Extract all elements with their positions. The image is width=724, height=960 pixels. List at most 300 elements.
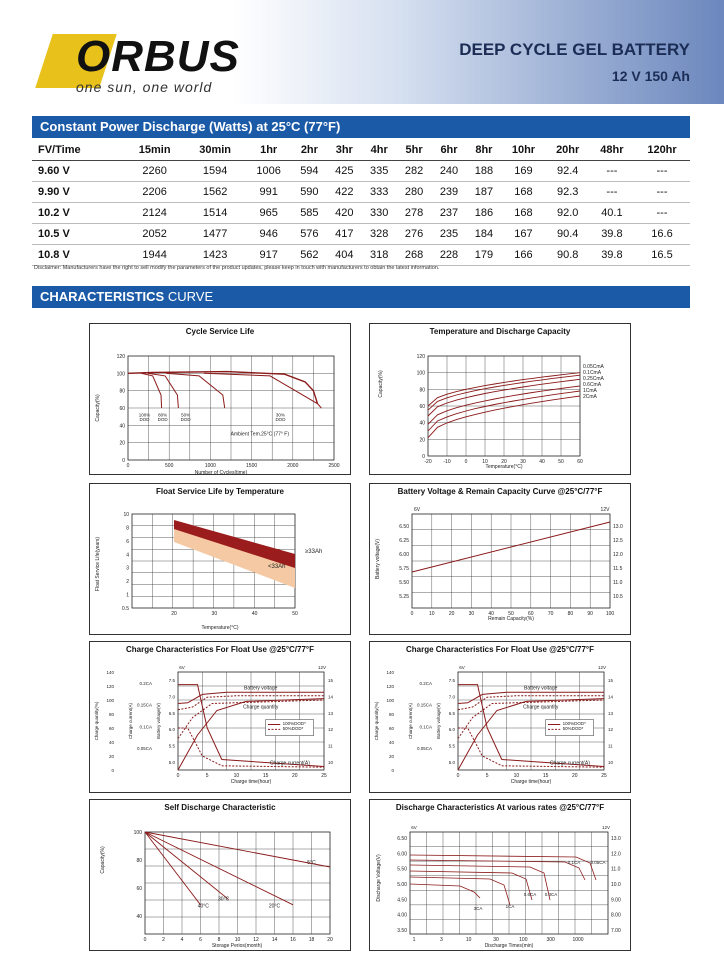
table-row: [32, 181, 690, 202]
table-cell: 239: [432, 181, 467, 202]
tick-label: 0.2CA: [419, 680, 432, 686]
tick-label: 120: [386, 684, 394, 689]
tick-label: 0.15CA: [416, 702, 432, 708]
tick-label: 40: [251, 611, 258, 617]
tick-label: 15: [262, 773, 269, 779]
unit-label: 12V: [600, 507, 610, 513]
curve-label: 0.6CA: [523, 892, 537, 897]
curve-label: 0.05CA: [590, 860, 606, 865]
series-line: [410, 860, 585, 880]
tick-label: 20: [419, 437, 425, 444]
column-header: 48hr: [590, 140, 634, 160]
curve-label: DOD: [275, 417, 286, 422]
tick-label: 15: [542, 773, 549, 779]
tick-label: 5.50: [397, 866, 407, 873]
tick-label: 100: [106, 698, 114, 703]
tick-label: 7.5: [448, 678, 455, 684]
tick-label: 40: [108, 740, 114, 745]
table-cell: 991: [245, 181, 292, 202]
unit-label: 12V: [597, 665, 607, 670]
tick-label: 70: [547, 611, 554, 617]
unit-label: 12V: [317, 665, 327, 670]
tick-label: 40: [388, 740, 394, 745]
table-cell: 40.1: [590, 202, 634, 223]
series-line: [410, 877, 510, 905]
tick-label: 60: [419, 404, 425, 410]
curve-label: 100%: [138, 412, 151, 418]
tick-label: 40: [136, 914, 142, 920]
tick-label: 6.50: [399, 524, 409, 530]
tick-label: 5.25: [399, 594, 409, 600]
table-cell: 1944: [124, 244, 184, 265]
tick-label: 60: [119, 406, 125, 412]
tick-label: 10: [608, 759, 614, 765]
tick-label: 14: [271, 937, 278, 943]
charge-characteristics-chart-1: Charge Characteristics For Float Use @25°C/77°F 0 5 10 15 20 25 0 20 40 60 80 100 120 140 0.05CA 0.1CA 0.15CA 0.2CA 5.0 5.5 6.0 6.5 7.0 7.5 10 11 12 13 14 15 6V 12V Charge time(hour) Charge quantity(%) Charge current(A) Battery voltage(V) Battery voltage Charge quantity 100%DOD* 50%DOD* Charge current(A): [89, 641, 351, 793]
tick-label: 30: [493, 937, 499, 943]
tick-label: 1000: [572, 937, 584, 943]
tick-label: 6.5: [168, 710, 175, 716]
tick-label: 10: [465, 937, 472, 943]
table-cell: 168: [501, 181, 545, 202]
discharge-table-title: Constant Power Discharge (Watts) at 25°C (77°F): [32, 116, 690, 138]
column-header: 1hr: [245, 140, 292, 160]
tick-label: 60: [388, 726, 394, 731]
tick-label: 10: [513, 773, 520, 779]
table-cell: 166: [501, 244, 545, 265]
tick-label: 2500: [328, 463, 340, 469]
table-cell: 1562: [185, 181, 245, 202]
tick-label: 0: [126, 463, 130, 469]
tick-label: 7.0: [448, 694, 455, 700]
page-header: [0, 0, 724, 104]
y-axis-label: Capacity(%): [100, 846, 106, 874]
tick-label: 5: [205, 773, 209, 779]
table-cell: 186: [466, 202, 501, 223]
tick-label: 2: [162, 937, 165, 943]
tick-label: 5.50: [399, 580, 409, 586]
tick-label: 4: [126, 552, 129, 559]
tick-label: 15: [328, 678, 334, 684]
table-cell: 333: [362, 181, 397, 202]
unit-label: 12V: [601, 825, 611, 830]
legend-entry: 50%DOD*: [282, 726, 304, 732]
unit-label: 6V: [459, 665, 465, 670]
tick-label: 14: [328, 694, 334, 700]
tick-label: 100: [116, 371, 125, 378]
table-cell: 594: [292, 160, 327, 181]
tick-label: 500: [165, 463, 174, 469]
series-line: [410, 884, 480, 898]
tick-label: 120: [416, 354, 425, 360]
table-cell: 9.60 V: [32, 160, 124, 181]
column-header: 2hr: [292, 140, 327, 160]
tick-label: 12: [608, 727, 614, 733]
tick-label: 50: [292, 611, 298, 617]
table-cell: 425: [327, 160, 362, 181]
table-cell: 965: [245, 202, 292, 223]
tick-label: 80: [567, 611, 574, 617]
curve-label: 30%: [275, 412, 285, 418]
table-cell: 282: [397, 160, 432, 181]
tick-label: 25: [601, 773, 607, 779]
table-cell: 335: [362, 160, 397, 181]
tick-label: 140: [106, 670, 114, 675]
tick-label: 80: [108, 712, 114, 717]
tick-label: 20: [388, 754, 394, 759]
column-header: 8hr: [466, 140, 501, 160]
table-cell: 2260: [124, 160, 184, 181]
tick-label: 6.25: [399, 538, 409, 544]
characteristics-curve-title: CHARACTERISTICS CURVE: [32, 286, 690, 308]
table-cell: 179: [466, 244, 501, 265]
curve-label: Charge quantity: [523, 704, 559, 711]
curve-label: <33Ah: [268, 564, 286, 570]
y-axis-label: Float Service Life(years): [95, 536, 101, 592]
tick-label: 25: [321, 773, 327, 779]
tick-label: 11.5: [613, 566, 623, 572]
y-axis-label: Charge quantity(%): [374, 701, 379, 741]
table-cell: 946: [245, 223, 292, 244]
tick-label: 0: [122, 458, 125, 464]
tick-label: 30: [211, 611, 218, 617]
tick-label: 10.0: [611, 882, 621, 888]
table-row: [32, 223, 690, 244]
curve-label: Charge current(A): [269, 760, 310, 767]
column-header: 120hr: [634, 140, 690, 160]
table-cell: 9.90 V: [32, 181, 124, 202]
tick-label: 80: [419, 387, 425, 394]
tick-label: 12.0: [611, 851, 621, 858]
curve-label: Charge current(A): [549, 760, 590, 767]
tick-label: 40: [539, 459, 545, 465]
tick-label: 1500: [246, 463, 258, 469]
tick-label: 0: [143, 937, 147, 943]
tick-label: 0: [111, 768, 114, 773]
y-axis-label: Capacity(%): [95, 394, 101, 422]
table-cell: 2206: [124, 181, 184, 202]
series-line: [145, 832, 201, 905]
tick-label: 13: [608, 710, 614, 716]
y-axis-label: Discharge Voltage(V): [376, 854, 382, 902]
tick-label: 14: [608, 694, 614, 700]
tick-label: 16: [290, 937, 296, 943]
product-spec: 12 V 150 Ah: [611, 68, 690, 84]
curve-label: 0.1CA: [567, 860, 581, 865]
column-header: 10hr: [501, 140, 545, 160]
legend-entry: 100%DOD*: [282, 721, 306, 727]
table-cell: 576: [292, 223, 327, 244]
table-cell: ---: [634, 160, 690, 181]
table-cell: 1477: [185, 223, 245, 244]
curve-label: Charge quantity: [243, 704, 279, 711]
tick-label: 0: [422, 454, 425, 460]
tick-label: 4: [180, 937, 184, 943]
tick-label: 10.5: [613, 594, 623, 600]
x-axis-label: Temperature(°C): [485, 464, 523, 470]
tick-label: 5.75: [399, 566, 409, 572]
chart-note: Ambient Tem.25°C (77° F): [230, 431, 290, 438]
tick-label: 30: [520, 459, 526, 465]
tick-label: 6: [126, 538, 129, 545]
series-line: [145, 832, 228, 899]
column-header: 20hr: [546, 140, 590, 160]
table-cell: 10.5 V: [32, 223, 124, 244]
tick-label: -20: [424, 459, 432, 465]
table-cell: 585: [292, 202, 327, 223]
curve-label: Battery voltage: [524, 685, 558, 692]
curve-label: 0.6CmA: [583, 382, 602, 388]
table-cell: ---: [634, 181, 690, 202]
tick-label: 13.0: [613, 524, 623, 530]
column-header: 30min: [185, 140, 245, 160]
table-cell: 590: [292, 181, 327, 202]
table-cell: 278: [397, 202, 432, 223]
tick-label: 0: [456, 773, 460, 779]
curve-label: 30°C: [218, 896, 230, 903]
curve-label: DOD: [157, 417, 168, 422]
table-cell: ---: [590, 160, 634, 181]
tick-label: 5.0: [168, 759, 175, 765]
table-cell: 1423: [185, 244, 245, 265]
column-header: 15min: [124, 140, 184, 160]
table-cell: 167: [501, 223, 545, 244]
curve-label: 5°C: [307, 860, 316, 867]
tick-label: 10: [429, 611, 435, 617]
orbus-logo: ORBUS one sun, one world: [36, 26, 236, 96]
tick-label: 7.00: [611, 928, 621, 934]
tick-label: 5.0: [448, 759, 455, 765]
curve-label: 3CA: [473, 906, 483, 911]
tick-label: 11: [608, 743, 613, 749]
table-row: [32, 244, 690, 265]
tick-label: 11.0: [611, 866, 621, 873]
tick-label: 60: [577, 459, 583, 465]
discharge-table: [32, 140, 690, 266]
temperature-discharge-chart: Temperature and Discharge Capacity -20 -10 0 10 20 30 40 50 60 0 20 40 60 80 100 120 Temperature(°C) Capacity(%) 0.05CmA 0.1CmA 0.25CmA 0.6CmA 1CmA 2CmA: [369, 323, 631, 475]
series-line: [410, 871, 532, 900]
legend-entry: 100%DOD*: [562, 721, 586, 727]
table-cell: 10.8 V: [32, 244, 124, 265]
tick-label: 100: [416, 370, 425, 377]
table-cell: ---: [634, 202, 690, 223]
tick-label: 0.1CA: [139, 724, 152, 730]
tick-label: 6.50: [397, 836, 407, 842]
tick-label: 0.1CA: [419, 724, 432, 730]
curve-label: 2CmA: [583, 394, 597, 400]
tick-label: 20: [327, 937, 333, 943]
tick-label: 6.5: [448, 710, 455, 716]
tick-label: 140: [386, 670, 394, 675]
curve-label: DOD: [180, 417, 191, 422]
x-axis-label: Remain Capacity(%): [488, 616, 534, 622]
tick-label: 3.50: [397, 928, 407, 934]
tick-label: 0.5: [122, 606, 129, 612]
tick-label: 40: [419, 420, 425, 427]
table-cell: 188: [466, 160, 501, 181]
table-cell: 16.6: [634, 223, 690, 244]
unit-label: 6V: [411, 825, 417, 830]
tick-label: 2000: [287, 463, 299, 469]
tick-label: 10: [482, 459, 488, 465]
table-cell: 187: [466, 181, 501, 202]
table-cell: 328: [362, 223, 397, 244]
tick-label: 20: [292, 773, 298, 779]
x-axis-label: Number of Cycles(time): [194, 470, 248, 476]
tick-label: 100: [386, 698, 394, 703]
tick-label: 100: [519, 937, 528, 943]
tick-label: 120: [106, 684, 114, 689]
product-title: DEEP CYCLE GEL BATTERY: [459, 40, 690, 59]
tick-label: 12.0: [613, 552, 623, 558]
tick-label: 120: [116, 354, 125, 360]
tick-label: 0: [391, 768, 394, 773]
float-service-life-chart: Float Service Life by Temperature 20 30 40 50 0.5 1 2 3 4 6 8 10 Temperature(°C) Float Service Life(years) ≥33Ah <33Ah: [89, 483, 351, 635]
table-cell: 92.4: [546, 160, 590, 181]
table-cell: 39.8: [590, 223, 634, 244]
tick-label: 4.50: [397, 897, 407, 904]
tick-label: 20: [108, 754, 114, 759]
tick-label: 6: [199, 937, 202, 943]
tick-label: 50: [508, 611, 514, 617]
table-cell: 228: [432, 244, 467, 265]
tick-label: 90: [587, 611, 593, 617]
legend-entry: 50%DOD*: [562, 726, 584, 732]
table-cell: 1514: [185, 202, 245, 223]
tick-label: 15: [608, 678, 614, 684]
disclaimer: Disclaimer: Manufacturers have the right to sell modify the parameters of the product updates, please keep in touch with manufacturers to obtain the latest information.: [34, 265, 440, 271]
y-axis-label: Battery voltage(V): [375, 538, 381, 580]
table-cell: 235: [432, 223, 467, 244]
tick-label: 60: [136, 886, 142, 892]
tick-label: 7.5: [168, 678, 175, 684]
self-discharge-chart: Self Discharge Characteristic 0 2 4 6 8 10 12 14 16 18 20 40 60 80 100 Storage Perios(month) Capacity(%) 5°C 20°C 30°C 40°C: [89, 799, 351, 951]
tick-label: 60: [528, 611, 534, 617]
series-line: [128, 372, 318, 404]
column-header: 6hr: [432, 140, 467, 160]
column-header: 4hr: [362, 140, 397, 160]
tick-label: 50: [558, 459, 564, 465]
table-cell: 417: [327, 223, 362, 244]
tick-label: 11: [328, 743, 333, 749]
tick-label: 0.05CA: [136, 746, 152, 752]
table-cell: 420: [327, 202, 362, 223]
table-cell: 169: [501, 160, 545, 181]
tick-label: 4.00: [397, 912, 407, 919]
y-axis-label: Charge current(A): [128, 702, 133, 740]
tick-label: 0: [410, 611, 414, 617]
tick-label: 0: [464, 459, 468, 465]
x-axis-label: Charge time(hour): [510, 779, 552, 785]
tick-label: 8.00: [611, 912, 621, 919]
table-cell: 2052: [124, 223, 184, 244]
curve-label: 0.1CmA: [583, 370, 602, 376]
tick-label: 0: [176, 773, 180, 779]
tick-label: 6.00: [397, 851, 407, 858]
tick-label: 20: [119, 440, 125, 447]
x-axis-label: Charge time(hour): [230, 779, 272, 785]
tick-label: 20: [501, 459, 507, 465]
table-cell: 280: [397, 181, 432, 202]
tick-label: 40: [119, 423, 125, 430]
unit-label: 6V: [413, 507, 421, 513]
curve-label: 1CmA: [583, 388, 597, 394]
table-cell: 1006: [245, 160, 292, 181]
tick-label: 2: [126, 579, 129, 586]
table-cell: 2124: [124, 202, 184, 223]
tick-label: 6.0: [448, 727, 455, 733]
table-cell: 16.5: [634, 244, 690, 265]
charge-characteristics-chart-2: Charge Characteristics For Float Use @25°C/77°F 0 5 10 15 20 25 0 20 40 60 80 100 120 140 0.05CA 0.1CA 0.15CA 0.2CA 5.0 5.5 6.0 6.5 7.0 7.5 10 11 12 13 14 15 6V 12V Charge time(hour) Charge quantity(%) Charge current(A) Battery voltage(V) Battery voltage Charge quantity 100%DOD* 50%DOD* Charge current(A): [369, 641, 631, 793]
table-cell: 10.2 V: [32, 202, 124, 223]
curve-label: 0.05CmA: [583, 364, 604, 370]
cycle-service-life-chart: Cycle Service Life 0 500 1000 1500 2000 2500 0 20 40 60 80 100 120 Number of Cycles(time) Capacity(%) 100% DOD 80% DOD 50% DOD 30% DOD Ambient Tem.25°C (77° F): [89, 323, 351, 475]
tick-label: 1: [412, 937, 416, 943]
tick-label: 6.0: [168, 727, 175, 733]
table-row: [32, 160, 690, 181]
tick-label: 18: [308, 937, 315, 943]
table-cell: 917: [245, 244, 292, 265]
tick-label: 80: [136, 858, 142, 864]
table-header-row: [32, 140, 690, 160]
table-row: [32, 202, 690, 223]
curve-label: 0.25CmA: [583, 376, 604, 382]
table-cell: 240: [432, 160, 467, 181]
tick-label: -10: [443, 459, 451, 465]
table-cell: 562: [292, 244, 327, 265]
tick-label: 12.5: [613, 538, 623, 544]
tick-label: 1000: [204, 463, 216, 469]
unit-label: 6V: [179, 665, 185, 670]
tick-label: 12: [328, 727, 334, 733]
tick-label: 5.00: [397, 882, 407, 888]
discharge-rates-chart: Discharge Characteristics At various rates @25°C/77°F 1 3 10 30 100 300 1000 3.50 4.00 4.50 5.00 5.50 6.00 6.50 7.00 8.00 9.00 10.0 11.0 12.0 13.0 6V 12V Discharge Times(min) Discharge Voltage(V) 3CA 1CA 0.6CA 0.3CA 0.1CA 0.05CA: [369, 799, 631, 951]
y-axis-label: Capacity(%): [378, 370, 384, 398]
tick-label: 1: [126, 592, 129, 599]
tick-label: 12: [253, 937, 259, 943]
table-cell: ---: [590, 181, 634, 202]
series-line: [410, 855, 596, 880]
x-axis-label: Storage Perios(month): [211, 943, 263, 949]
tick-label: 3: [439, 937, 443, 943]
table-cell: 268: [397, 244, 432, 265]
tick-label: 8: [126, 525, 129, 532]
tick-label: 20: [171, 611, 177, 617]
tick-label: 8: [217, 937, 221, 943]
tick-label: 100: [605, 611, 615, 617]
tick-label: 20: [572, 773, 578, 779]
x-axis-label: Discharge Times(min): [484, 943, 534, 949]
tick-label: 7.0: [168, 694, 175, 700]
tick-label: 20: [448, 611, 455, 617]
curve-label: ≥33Ah: [305, 549, 323, 555]
curve-label: 50%: [181, 412, 191, 418]
tick-label: 5.5: [168, 743, 175, 749]
tick-label: 11.0: [613, 580, 623, 586]
column-header: 3hr: [327, 140, 362, 160]
tick-label: 0.15CA: [136, 702, 152, 708]
tick-label: 10: [328, 759, 334, 765]
curve-label: DOD: [139, 417, 150, 422]
tick-label: 80: [388, 712, 394, 717]
battery-voltage-chart: Battery Voltage & Remain Capacity Curve @25°C/77°F 0 10 20 30 40 50 60 70 80 90 100 5.25 5.50 5.75 6.00 6.25 6.50 10.5 11.0 11.5 12.0 12.5 13.0 6V 12V Remain Capacity(%) Battery voltage(V): [369, 483, 631, 635]
table-cell: 92.3: [546, 181, 590, 202]
tick-label: 40: [488, 611, 494, 617]
curve-label: Battery voltage: [244, 685, 278, 692]
column-header: 5hr: [397, 140, 432, 160]
table-cell: 90.4: [546, 223, 590, 244]
table-cell: 404: [327, 244, 362, 265]
